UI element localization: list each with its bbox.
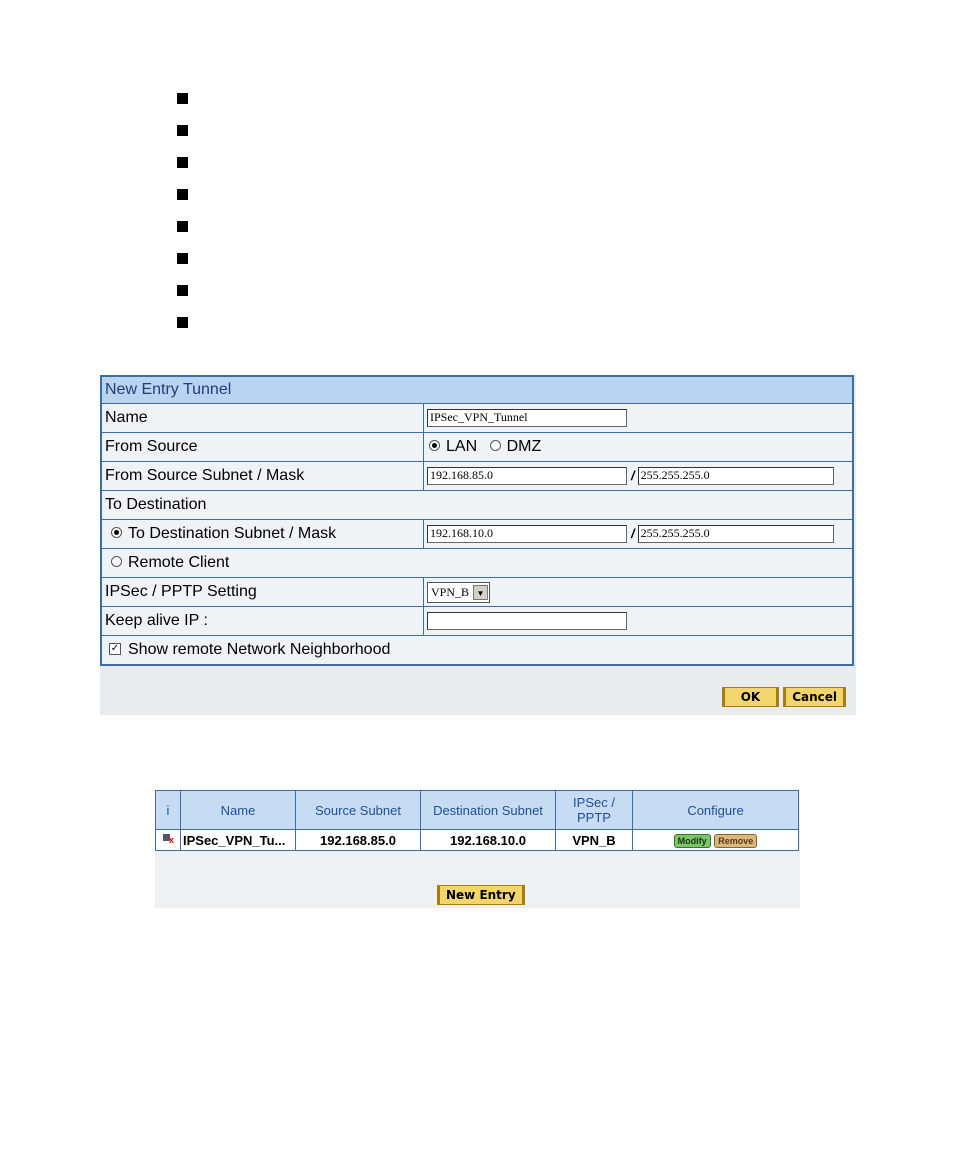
bullet-item: [177, 253, 188, 264]
remote-client-label: Remote Client: [128, 554, 230, 571]
remote-client-radio[interactable]: [111, 556, 122, 567]
neighborhood-label: Show remote Network Neighborhood: [128, 641, 391, 658]
to-destination-label: To Destination: [101, 491, 853, 520]
setting-label: IPSec / PPTP Setting: [101, 578, 424, 607]
bullet-item: [177, 125, 188, 136]
row-source: 192.168.85.0: [296, 830, 421, 851]
bullet-item: [177, 93, 188, 104]
dest-subnet-input[interactable]: [427, 525, 627, 543]
col-ipsec-pptp: IPSec / PPTP: [556, 791, 633, 830]
dest-subnet-option[interactable]: [101, 520, 424, 549]
new-entry-button[interactable]: New Entry: [437, 885, 525, 905]
modify-button[interactable]: Modify: [674, 834, 711, 848]
neighborhood-checkbox[interactable]: ✓: [110, 642, 120, 654]
col-source-subnet: Source Subnet: [296, 791, 421, 830]
subnet-mask-separator: /: [631, 468, 635, 484]
bullet-item: [177, 221, 188, 232]
setting-select[interactable]: [427, 582, 490, 603]
dest-subnet-radio[interactable]: [111, 527, 122, 538]
disconnected-computer-icon: [162, 833, 174, 845]
from-source-label: From Source: [101, 433, 424, 462]
bullet-item: [177, 317, 188, 328]
dest-mask-input[interactable]: [638, 525, 834, 543]
remove-button[interactable]: Remove: [714, 834, 757, 848]
lan-label: LAN: [446, 438, 478, 455]
tunnel-list-panel: [155, 790, 800, 908]
tunnel-list-table: [155, 790, 799, 851]
form-button-bar: [722, 687, 846, 707]
col-configure: Configure: [633, 791, 799, 830]
bullet-list: [177, 93, 188, 349]
dmz-radio[interactable]: [490, 440, 501, 451]
keepalive-label: Keep alive IP :: [101, 607, 424, 636]
bullet-item: [177, 189, 188, 200]
row-name: IPSec_VPN_Tu...: [181, 830, 296, 851]
keepalive-input[interactable]: [427, 612, 627, 630]
new-entry-tunnel-panel: [100, 375, 856, 715]
name-label: Name: [101, 404, 424, 433]
cancel-button[interactable]: Cancel: [783, 687, 846, 707]
row-setting: VPN_B: [556, 830, 633, 851]
dest-subnet-label: To Destination Subnet / Mask: [128, 525, 337, 542]
source-mask-input[interactable]: [638, 467, 834, 485]
bullet-item: [177, 157, 188, 168]
subnet-mask-separator: /: [631, 526, 635, 542]
row-dest: 192.168.10.0: [421, 830, 556, 851]
source-subnet-input[interactable]: [427, 467, 627, 485]
lan-radio[interactable]: [429, 440, 440, 451]
chevron-down-icon[interactable]: ▼: [473, 585, 488, 600]
bullet-item: [177, 285, 188, 296]
table-row: [156, 830, 799, 851]
col-name: Name: [181, 791, 296, 830]
source-subnet-label: From Source Subnet / Mask: [101, 462, 424, 491]
form-title: New Entry Tunnel: [101, 376, 853, 404]
name-input[interactable]: [427, 409, 627, 427]
dmz-label: DMZ: [506, 438, 542, 455]
tunnel-form: [100, 375, 854, 666]
remote-client-option[interactable]: [101, 549, 853, 578]
col-destination-subnet: Destination Subnet: [421, 791, 556, 830]
col-info: i: [156, 791, 181, 830]
row-configure: [633, 830, 799, 851]
ok-button[interactable]: OK: [722, 687, 780, 707]
status-cell: [156, 830, 181, 851]
setting-value: VPN_B: [431, 584, 470, 599]
